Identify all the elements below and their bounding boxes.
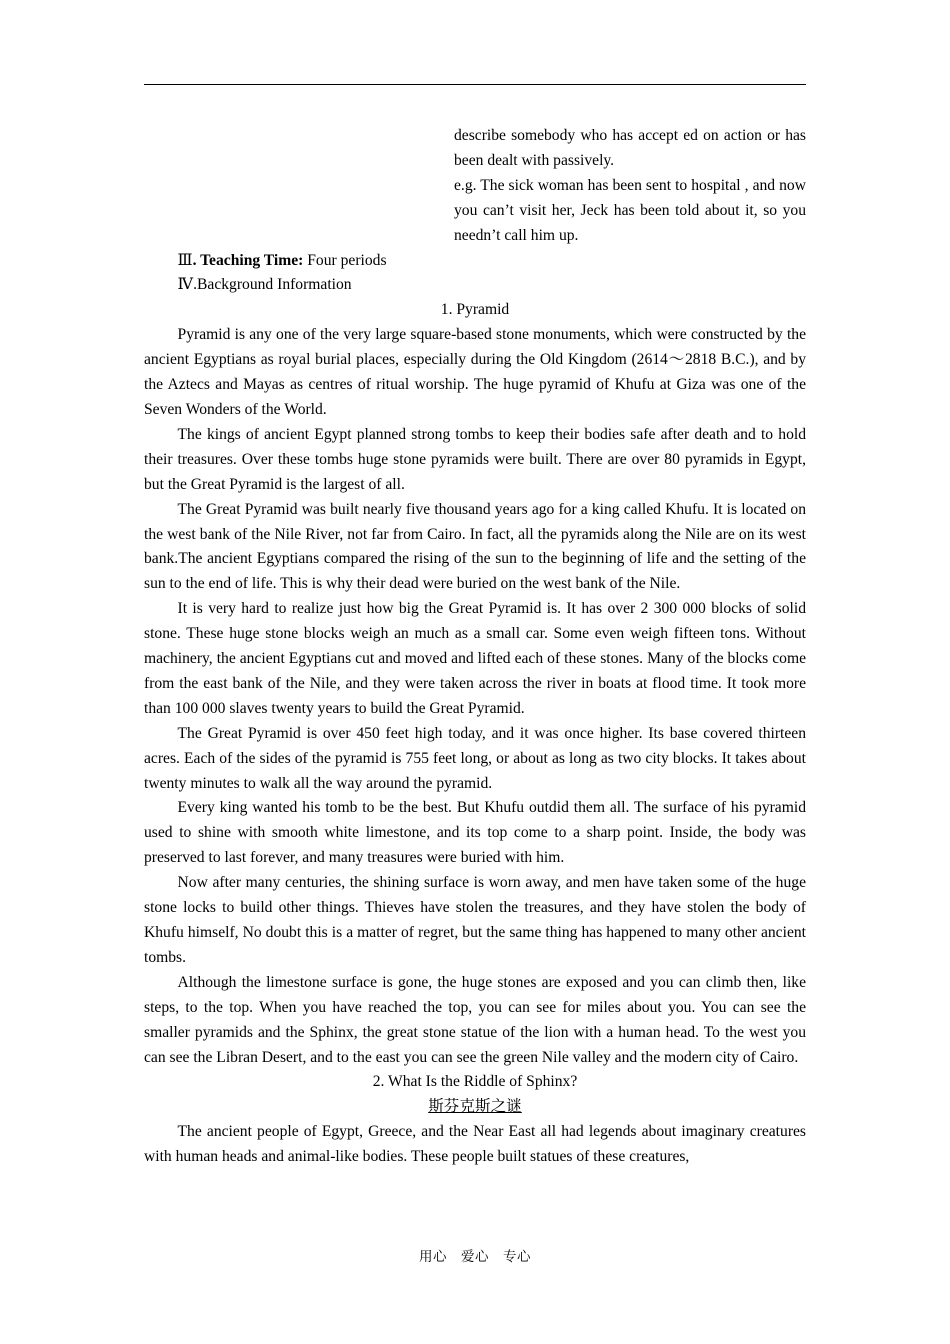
section-numeral: Ⅲ [177, 251, 193, 269]
section2-subtitle [144, 1095, 806, 1120]
continued-text: describe somebody who has accept ed on action or has been dealt with passively. [454, 127, 806, 169]
background-heading: Ⅳ.Background Information [177, 276, 352, 294]
section1-title: 1. Pyramid [440, 301, 510, 319]
paragraph: The Great Pyramid was built nearly five thousand years ago for a king called Khufu. It is located on the west bank of the Nile River, not far from Cairo. In fact, all the pyramids along the Nile are on its west bank.The ancient Egyptians compared the rising of the sun to the beginning of life and the setting of the sun to the end of life. This is why their dead were buried on the west bank of the Nile. [144, 500, 806, 593]
header-rule [144, 84, 806, 85]
paragraph: Now after many centuries, the shining surface is worn away, and men have taken some of the huge stone locks to build other things. Thieves have stolen the treasures, and they have stolen the body of Khufu himself, No doubt this is a matter of regret, but the same thing has happened to many other ancient tombs. [144, 874, 806, 966]
paragraph: The kings of ancient Egypt planned strong tombs to keep their bodies safe after death and to hold their treasures. Over these tombs huge stone pyramids were built. There are over 80 pyramids in Egypt, but the Great Pyramid is the largest of all. [144, 425, 806, 493]
paragraph: Although the limestone surface is gone, the huge stones are exposed and you can climb then, like steps, to the top. When you have reached the top, you can see for miles about you. You can see the smaller pyramids and the Sphinx, the great stone statue of the lion with a human head. To the west you can see the Libran Desert, and to the east you can see the green Nile valley and the modern city of Cairo. [144, 973, 806, 1066]
paragraph: Every king wanted his tomb to be the best. But Khufu outdid them all. The surface of his pyramid used to shine with smooth white limestone, and its top come to a sharp point. Inside, the body was preserved to last forever, and many treasures were buried with him. [144, 799, 806, 867]
paragraph: The ancient people of Egypt, Greece, and the Near East all had legends about imaginary creatures with human heads and animal-like bodies. These people built statues of these creatures, [144, 1123, 806, 1166]
paragraph: It is very hard to realize just how big the Great Pyramid is. It has over 2 300 000 blocks of solid stone. These huge stone blocks weigh an much as a small car. Some even weigh fifteen tons. Without machinery, the ancient Egyptians cut and moved and lifted each of these stones. Many of the blocks come from the east bank of the Nile, and they were taken across the river in boats at flood time. It took more than 100 000 slaves twenty years to build the Great Pyramid. [144, 600, 806, 717]
teaching-time-line [144, 249, 806, 274]
teaching-time-label: . Teaching Time: [192, 251, 304, 269]
continued-right-column [454, 124, 806, 249]
example-sentence: e.g. The sick woman has been sent to hospital , and now you can’t visit her, Jeck has been told about it, so you needn’t call him up. [454, 176, 806, 244]
document-body [144, 124, 806, 1170]
section2-subtitle-text: 斯芬克斯之谜 [428, 1098, 522, 1116]
page-footer: 用心 爱心 专心 [419, 1249, 531, 1264]
paragraph: The Great Pyramid is over 450 feet high today, and it was once higher. Its base covered thirteen acres. Each of the sides of the pyramid is 755 feet long, or about as long as two city blocks. It takes about twenty minutes to walk all the way around the pyramid. [144, 724, 806, 792]
paragraph: Pyramid is any one of the very large square-based stone monuments, which were constructed by the ancient Egyptians as royal burial places, especially during the Old Kingdom (2614～2818 B.C.), and by the Aztecs and Mayas as centres of ritual worship. The huge pyramid of Khufu at Giza was one of the Seven Wonders of the World. [144, 326, 806, 418]
section2-title: 2. What Is the Riddle of Sphinx? [372, 1073, 578, 1091]
teaching-time-value: Four periods [303, 251, 387, 269]
